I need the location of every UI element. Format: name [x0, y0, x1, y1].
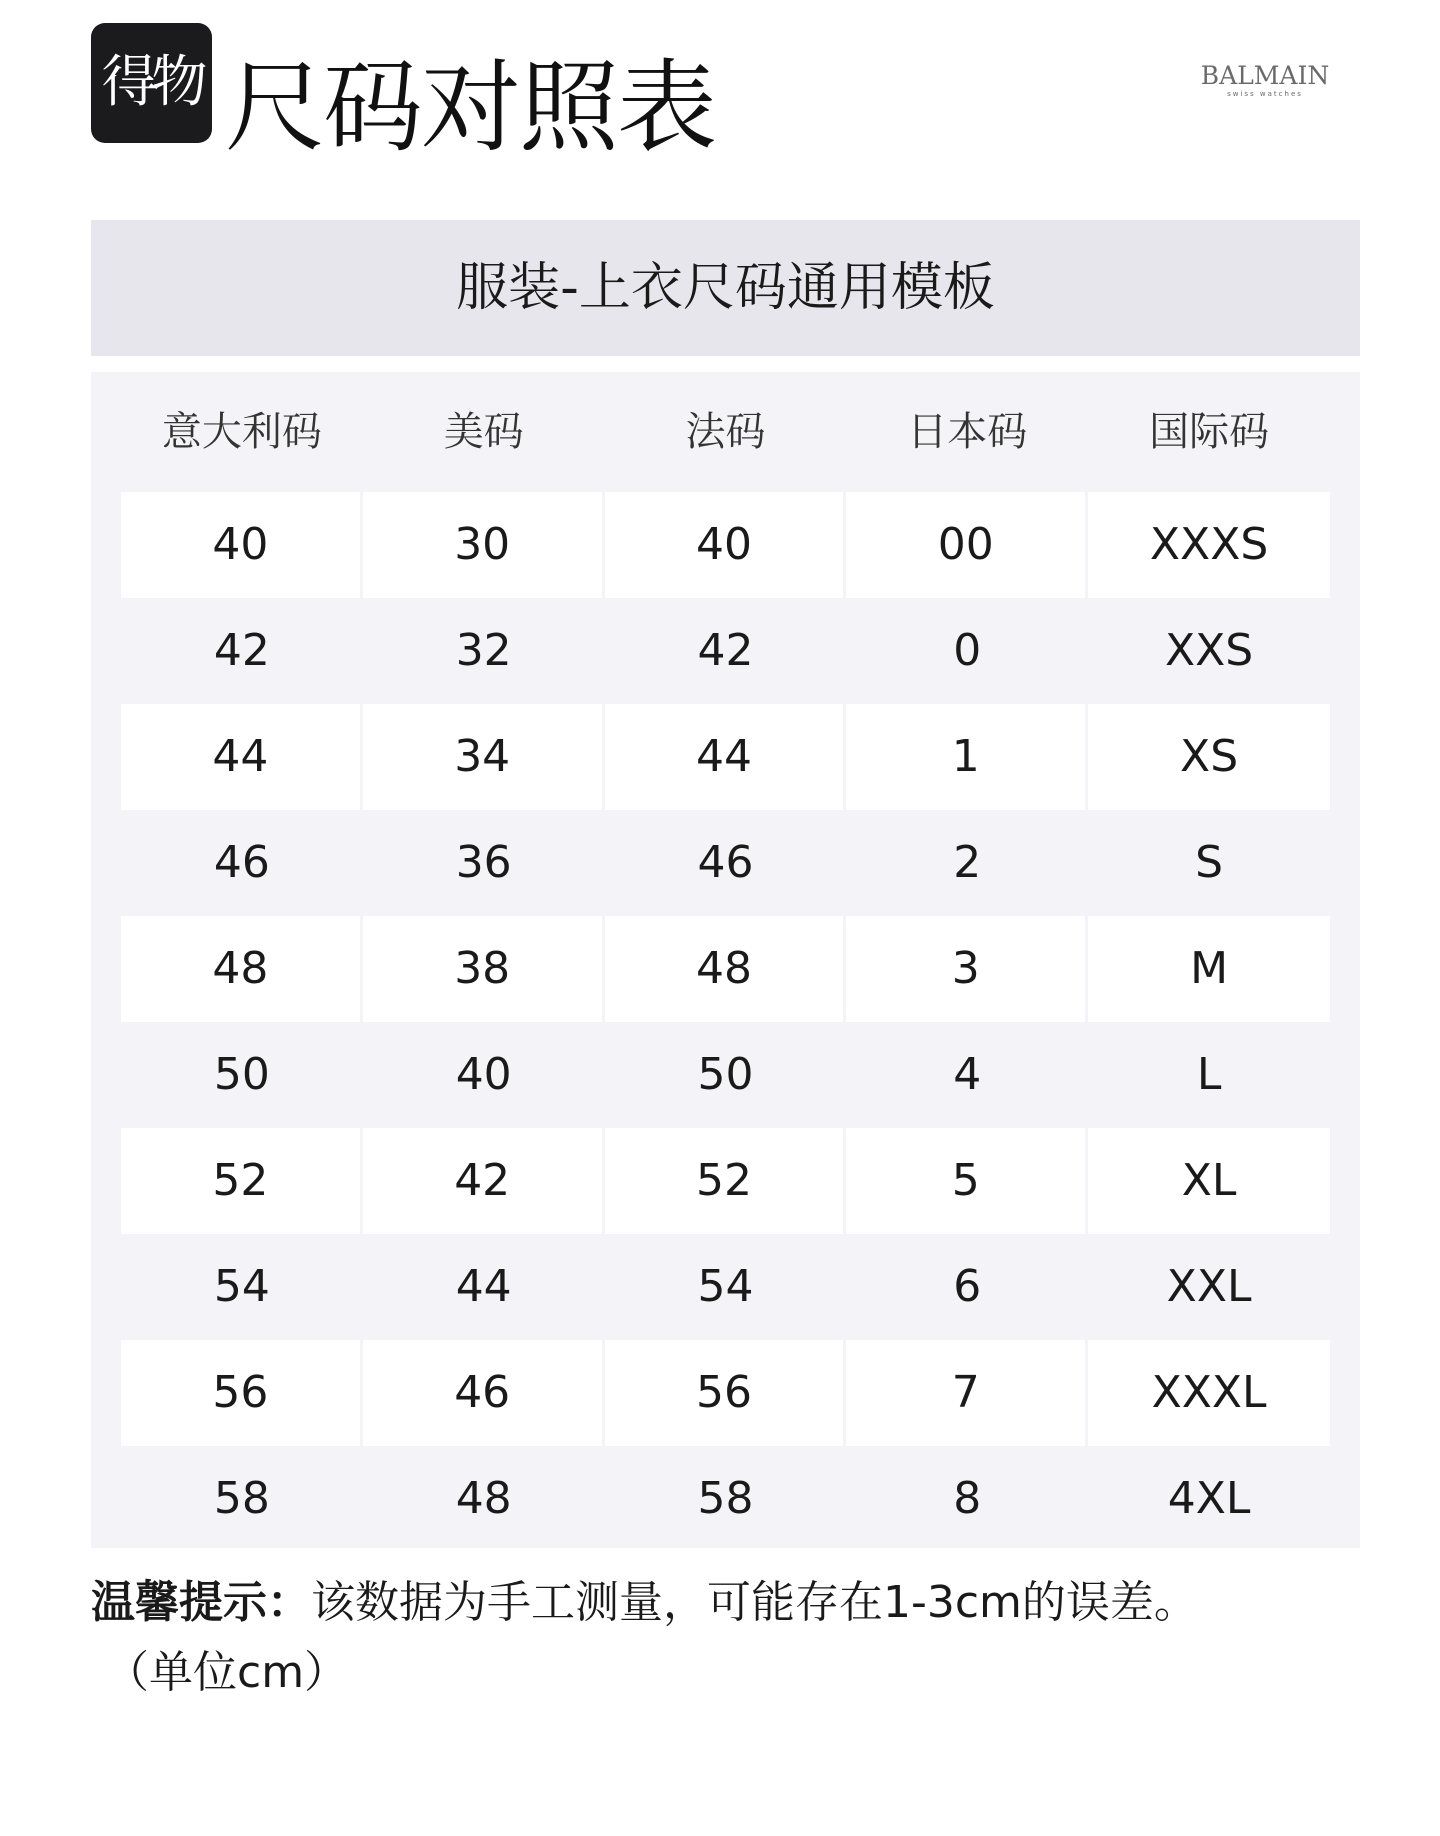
- brand-subtitle: swiss watches: [1227, 90, 1303, 98]
- table-cell: 42: [213, 625, 270, 676]
- table-cell: 56: [121, 1340, 363, 1446]
- table-cell: 48: [455, 1473, 512, 1524]
- column-header-international: 国际码: [1149, 409, 1270, 455]
- note-line: [91, 1568, 1371, 1638]
- table-cell: 1: [846, 704, 1088, 810]
- table-cell: 4XL: [1167, 1473, 1251, 1524]
- table-row: [121, 1022, 1330, 1128]
- template-title-banner: 服装-上衣尺码通用模板: [91, 220, 1360, 356]
- table-cell: 54: [213, 1261, 270, 1312]
- table-row: [121, 810, 1330, 916]
- table-header-row: [121, 372, 1330, 492]
- table-cell: 46: [213, 837, 270, 888]
- table-cell: 5: [846, 1128, 1088, 1234]
- column-header-france: 法码: [685, 409, 766, 455]
- brand-name: BALMAIN: [1200, 61, 1330, 90]
- table-cell: 36: [455, 837, 512, 888]
- table-cell: 2: [953, 837, 982, 888]
- note-label: 温馨提示：: [91, 1577, 311, 1628]
- table-cell: 58: [213, 1473, 270, 1524]
- table-cell: 4: [953, 1049, 982, 1100]
- table-cell: XL: [1088, 1128, 1330, 1234]
- column-header-us: 美码: [443, 409, 524, 455]
- table-cell: 8: [953, 1473, 982, 1524]
- dewu-logo: 得物: [91, 23, 212, 143]
- table-cell: 30: [363, 492, 605, 598]
- table-cell: 44: [605, 704, 847, 810]
- table-cell: 40: [121, 492, 363, 598]
- table-cell: 42: [697, 625, 754, 676]
- brand-logo: [1190, 62, 1340, 99]
- table-cell: XXXS: [1088, 492, 1330, 598]
- note-unit: （单位cm）: [105, 1647, 349, 1698]
- column-header-italy: 意大利码: [161, 409, 322, 455]
- table-cell: S: [1195, 837, 1224, 888]
- table-cell: 38: [363, 916, 605, 1022]
- table-cell: 7: [846, 1340, 1088, 1446]
- table-row: [121, 704, 1330, 810]
- table-cell: 54: [697, 1261, 754, 1312]
- table-row: [121, 1234, 1330, 1340]
- table-cell: 46: [363, 1340, 605, 1446]
- table-cell: 46: [697, 837, 754, 888]
- table-cell: 48: [121, 916, 363, 1022]
- table-cell: 3: [846, 916, 1088, 1022]
- header: [0, 0, 1440, 200]
- table-cell: 0: [953, 625, 982, 676]
- table-cell: 40: [605, 492, 847, 598]
- table-cell: XS: [1088, 704, 1330, 810]
- table-cell: 40: [455, 1049, 512, 1100]
- table-row: [121, 1340, 1330, 1446]
- size-table: [91, 372, 1360, 1548]
- note: [91, 1568, 1371, 1708]
- column-header-japan: 日本码: [907, 409, 1028, 455]
- table-row: [121, 916, 1330, 1022]
- table-cell: L: [1196, 1049, 1222, 1100]
- page-title: 尺码对照表: [225, 49, 715, 166]
- table-cell: 34: [363, 704, 605, 810]
- table-cell: 6: [953, 1261, 982, 1312]
- table-cell: 52: [605, 1128, 847, 1234]
- table-cell: 32: [455, 625, 512, 676]
- note-text: 该数据为手工测量，可能存在1-3cm的误差。: [311, 1577, 1198, 1628]
- table-row: [121, 598, 1330, 704]
- table-cell: 44: [121, 704, 363, 810]
- table-row: [121, 1128, 1330, 1234]
- table-row: [121, 492, 1330, 598]
- table-cell: XXXL: [1088, 1340, 1330, 1446]
- table-cell: 48: [605, 916, 847, 1022]
- table-cell: 42: [363, 1128, 605, 1234]
- table-cell: 58: [697, 1473, 754, 1524]
- table-cell: XXL: [1166, 1261, 1252, 1312]
- table-cell: 52: [121, 1128, 363, 1234]
- table-cell: 50: [697, 1049, 754, 1100]
- table-cell: 56: [605, 1340, 847, 1446]
- table-body: [121, 492, 1330, 1552]
- table-cell: XXS: [1164, 625, 1254, 676]
- table-cell: 00: [846, 492, 1088, 598]
- table-cell: 50: [213, 1049, 270, 1100]
- table-row: [121, 1446, 1330, 1552]
- table-cell: 44: [455, 1261, 512, 1312]
- table-cell: M: [1088, 916, 1330, 1022]
